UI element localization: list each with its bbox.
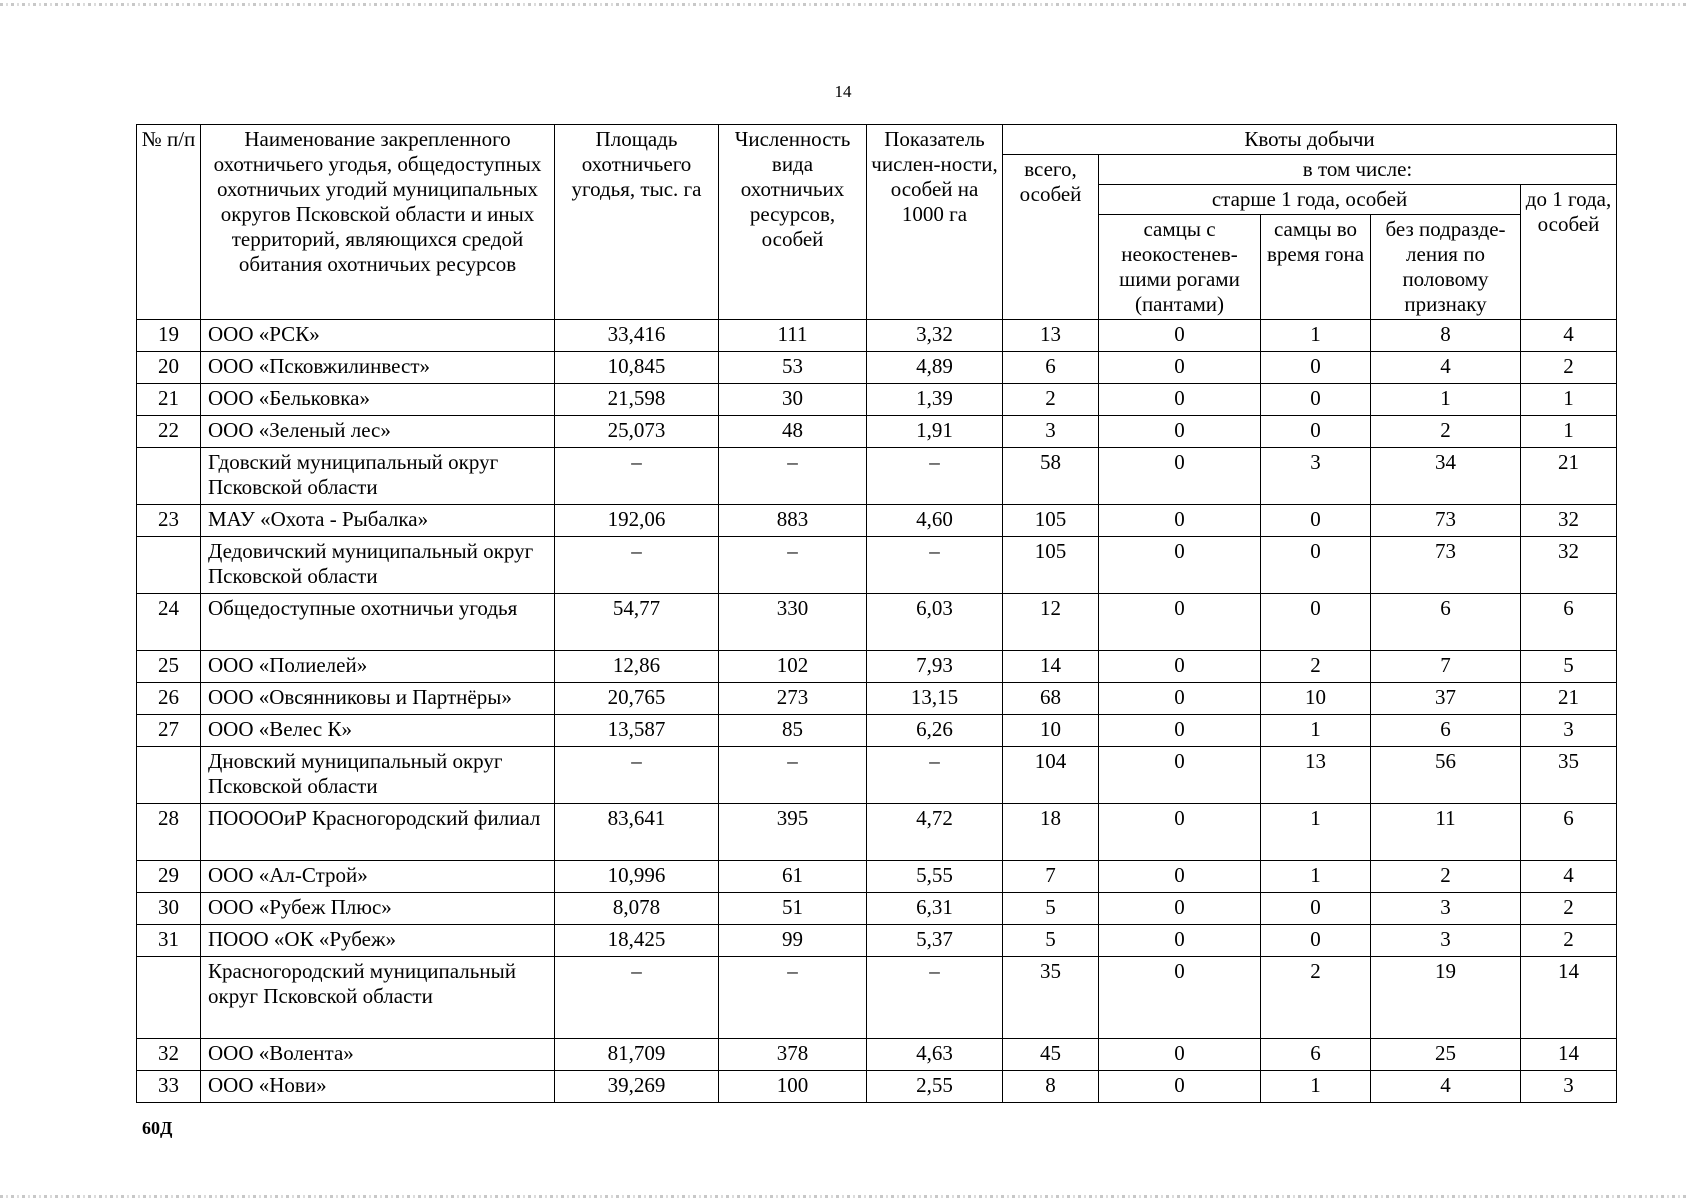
cell-num: 27 <box>137 715 201 747</box>
cell-males-antlers: 0 <box>1099 925 1261 957</box>
cell-area: 33,416 <box>555 320 719 352</box>
cell-no-sex: 19 <box>1371 957 1521 1039</box>
cell-density: 1,91 <box>867 416 1003 448</box>
cell-name: ООО «Велес К» <box>201 715 555 747</box>
cell-males-antlers: 0 <box>1099 352 1261 384</box>
cell-area: 20,765 <box>555 683 719 715</box>
cell-no-sex: 6 <box>1371 594 1521 651</box>
cell-population: – <box>719 747 867 804</box>
table-row <box>137 505 1617 537</box>
cell-population: 100 <box>719 1071 867 1103</box>
header-area: Площадь охотничьего угодья, тыс. га <box>555 125 719 320</box>
cell-num: 20 <box>137 352 201 384</box>
cell-name: Гдовский муниципальный округ Псковской области <box>201 448 555 505</box>
cell-males-antlers: 0 <box>1099 893 1261 925</box>
cell-no-sex: 3 <box>1371 893 1521 925</box>
cell-density: – <box>867 747 1003 804</box>
cell-no-sex: 25 <box>1371 1039 1521 1071</box>
cell-males-rut: 0 <box>1261 925 1371 957</box>
cell-num: 21 <box>137 384 201 416</box>
cell-total: 8 <box>1003 1071 1099 1103</box>
header-total: всего, особей <box>1003 155 1099 320</box>
cell-males-rut: 0 <box>1261 352 1371 384</box>
cell-density: – <box>867 537 1003 594</box>
cell-total: 105 <box>1003 505 1099 537</box>
cell-total: 45 <box>1003 1039 1099 1071</box>
cell-num: 24 <box>137 594 201 651</box>
cell-area: 83,641 <box>555 804 719 861</box>
quota-table <box>136 124 1617 1103</box>
table-row <box>137 1039 1617 1071</box>
header-density: Показатель числен-ности, особей на 1000 га <box>867 125 1003 320</box>
table-row <box>137 352 1617 384</box>
cell-name: Дновский муниципальный округ Псковской области <box>201 747 555 804</box>
table-row <box>137 715 1617 747</box>
cell-name: ООО «Волента» <box>201 1039 555 1071</box>
scan-edge-bottom <box>0 1195 1686 1198</box>
cell-under-one: 2 <box>1521 352 1617 384</box>
cell-under-one: 1 <box>1521 384 1617 416</box>
cell-under-one: 35 <box>1521 747 1617 804</box>
cell-num <box>137 957 201 1039</box>
cell-males-rut: 1 <box>1261 715 1371 747</box>
table-header <box>137 125 1617 320</box>
table-row <box>137 893 1617 925</box>
cell-under-one: 4 <box>1521 320 1617 352</box>
cell-area: – <box>555 537 719 594</box>
cell-density: 13,15 <box>867 683 1003 715</box>
table-row <box>137 537 1617 594</box>
cell-name: ПООООиР Красногородский филиал <box>201 804 555 861</box>
cell-males-antlers: 0 <box>1099 861 1261 893</box>
cell-area: 18,425 <box>555 925 719 957</box>
cell-density: 4,63 <box>867 1039 1003 1071</box>
cell-name: ООО «Овсянниковы и Партнёры» <box>201 683 555 715</box>
cell-num <box>137 747 201 804</box>
table-row <box>137 448 1617 505</box>
header-name: Наименование закрепленного охотничьего угодья, общедоступных охотничьих угодий муниципальных округов Псковской области и иных территорий, являющихся средой обитания охотничьих ресурсов <box>201 125 555 320</box>
cell-name: ПООО «ОК «Рубеж» <box>201 925 555 957</box>
cell-num: 28 <box>137 804 201 861</box>
cell-males-rut: 0 <box>1261 594 1371 651</box>
cell-no-sex: 73 <box>1371 537 1521 594</box>
cell-males-antlers: 0 <box>1099 715 1261 747</box>
cell-density: 3,32 <box>867 320 1003 352</box>
cell-total: 68 <box>1003 683 1099 715</box>
cell-name: Общедоступные охотничьи угодья <box>201 594 555 651</box>
cell-area: 192,06 <box>555 505 719 537</box>
scan-edge-top <box>0 3 1686 6</box>
cell-num: 33 <box>137 1071 201 1103</box>
table-row <box>137 683 1617 715</box>
cell-under-one: 1 <box>1521 416 1617 448</box>
cell-total: 5 <box>1003 925 1099 957</box>
cell-area: – <box>555 448 719 505</box>
cell-num: 22 <box>137 416 201 448</box>
cell-males-rut: 0 <box>1261 893 1371 925</box>
cell-total: 35 <box>1003 957 1099 1039</box>
table-row <box>137 594 1617 651</box>
cell-total: 6 <box>1003 352 1099 384</box>
cell-population: 48 <box>719 416 867 448</box>
cell-population: 111 <box>719 320 867 352</box>
cell-males-rut: 1 <box>1261 1071 1371 1103</box>
cell-density: 6,31 <box>867 893 1003 925</box>
table-row <box>137 747 1617 804</box>
cell-total: 14 <box>1003 651 1099 683</box>
cell-under-one: 21 <box>1521 683 1617 715</box>
header-num: № п/п <box>137 125 201 320</box>
cell-population: 102 <box>719 651 867 683</box>
cell-males-antlers: 0 <box>1099 651 1261 683</box>
cell-males-rut: 10 <box>1261 683 1371 715</box>
cell-under-one: 3 <box>1521 1071 1617 1103</box>
table-row <box>137 416 1617 448</box>
cell-no-sex: 4 <box>1371 1071 1521 1103</box>
cell-no-sex: 3 <box>1371 925 1521 957</box>
cell-num: 32 <box>137 1039 201 1071</box>
cell-males-rut: 1 <box>1261 861 1371 893</box>
cell-num <box>137 448 201 505</box>
header-males-rut: самцы во время гона <box>1261 215 1371 320</box>
cell-males-rut: 3 <box>1261 448 1371 505</box>
cell-population: 378 <box>719 1039 867 1071</box>
cell-num: 19 <box>137 320 201 352</box>
cell-total: 7 <box>1003 861 1099 893</box>
cell-population: 273 <box>719 683 867 715</box>
footer-code: 60Д <box>142 1118 173 1138</box>
cell-population: 30 <box>719 384 867 416</box>
cell-density: 2,55 <box>867 1071 1003 1103</box>
cell-area: 25,073 <box>555 416 719 448</box>
cell-no-sex: 37 <box>1371 683 1521 715</box>
table-row <box>137 925 1617 957</box>
cell-under-one: 2 <box>1521 893 1617 925</box>
cell-area: 8,078 <box>555 893 719 925</box>
cell-num: 26 <box>137 683 201 715</box>
cell-num <box>137 537 201 594</box>
cell-males-rut: 13 <box>1261 747 1371 804</box>
cell-males-rut: 6 <box>1261 1039 1371 1071</box>
cell-no-sex: 6 <box>1371 715 1521 747</box>
cell-density: 6,03 <box>867 594 1003 651</box>
cell-total: 5 <box>1003 893 1099 925</box>
cell-under-one: 6 <box>1521 594 1617 651</box>
cell-males-antlers: 0 <box>1099 384 1261 416</box>
cell-name: ООО «Зеленый лес» <box>201 416 555 448</box>
header-males-antlers: самцы с неокостенев-шими рогами (пантами) <box>1099 215 1261 320</box>
page-number: 14 <box>834 82 852 101</box>
cell-name: ООО «Нови» <box>201 1071 555 1103</box>
cell-density: 7,93 <box>867 651 1003 683</box>
cell-density: 5,55 <box>867 861 1003 893</box>
cell-population: 61 <box>719 861 867 893</box>
cell-no-sex: 4 <box>1371 352 1521 384</box>
cell-name: Красногородский муниципальный округ Псковской области <box>201 957 555 1039</box>
cell-name: ООО «Полиелей» <box>201 651 555 683</box>
cell-density: 4,89 <box>867 352 1003 384</box>
cell-males-antlers: 0 <box>1099 448 1261 505</box>
table-body <box>137 320 1617 1103</box>
cell-density: – <box>867 957 1003 1039</box>
cell-population: 53 <box>719 352 867 384</box>
cell-area: – <box>555 747 719 804</box>
table-row <box>137 957 1617 1039</box>
cell-under-one: 14 <box>1521 1039 1617 1071</box>
header-under-one: до 1 года, особей <box>1521 185 1617 320</box>
cell-density: 6,26 <box>867 715 1003 747</box>
cell-males-antlers: 0 <box>1099 957 1261 1039</box>
cell-population: 330 <box>719 594 867 651</box>
cell-males-rut: 2 <box>1261 957 1371 1039</box>
cell-num: 29 <box>137 861 201 893</box>
cell-males-antlers: 0 <box>1099 804 1261 861</box>
table-row <box>137 804 1617 861</box>
cell-total: 3 <box>1003 416 1099 448</box>
cell-males-rut: 0 <box>1261 505 1371 537</box>
cell-no-sex: 8 <box>1371 320 1521 352</box>
cell-population: 85 <box>719 715 867 747</box>
cell-name: ООО «Бельковка» <box>201 384 555 416</box>
cell-under-one: 32 <box>1521 537 1617 594</box>
cell-population: 883 <box>719 505 867 537</box>
cell-males-rut: 1 <box>1261 804 1371 861</box>
cell-density: 4,72 <box>867 804 1003 861</box>
cell-total: 58 <box>1003 448 1099 505</box>
cell-area: 13,587 <box>555 715 719 747</box>
cell-no-sex: 11 <box>1371 804 1521 861</box>
cell-no-sex: 2 <box>1371 861 1521 893</box>
cell-population: 99 <box>719 925 867 957</box>
cell-total: 105 <box>1003 537 1099 594</box>
cell-no-sex: 56 <box>1371 747 1521 804</box>
cell-area: 10,996 <box>555 861 719 893</box>
cell-males-rut: 2 <box>1261 651 1371 683</box>
cell-males-antlers: 0 <box>1099 416 1261 448</box>
cell-under-one: 32 <box>1521 505 1617 537</box>
cell-under-one: 6 <box>1521 804 1617 861</box>
cell-males-antlers: 0 <box>1099 1071 1261 1103</box>
header-including: в том числе: <box>1099 155 1617 185</box>
cell-under-one: 21 <box>1521 448 1617 505</box>
cell-density: – <box>867 448 1003 505</box>
cell-density: 1,39 <box>867 384 1003 416</box>
cell-density: 5,37 <box>867 925 1003 957</box>
cell-no-sex: 34 <box>1371 448 1521 505</box>
table-row <box>137 1071 1617 1103</box>
table-row <box>137 320 1617 352</box>
cell-area: 12,86 <box>555 651 719 683</box>
cell-name: МАУ «Охота - Рыбалка» <box>201 505 555 537</box>
cell-total: 13 <box>1003 320 1099 352</box>
cell-males-rut: 1 <box>1261 320 1371 352</box>
cell-density: 4,60 <box>867 505 1003 537</box>
cell-name: ООО «Ал-Строй» <box>201 861 555 893</box>
cell-total: 10 <box>1003 715 1099 747</box>
cell-males-antlers: 0 <box>1099 594 1261 651</box>
cell-males-rut: 0 <box>1261 384 1371 416</box>
cell-population: – <box>719 537 867 594</box>
cell-males-antlers: 0 <box>1099 320 1261 352</box>
cell-name: ООО «РСК» <box>201 320 555 352</box>
cell-under-one: 3 <box>1521 715 1617 747</box>
cell-area: – <box>555 957 719 1039</box>
cell-total: 18 <box>1003 804 1099 861</box>
cell-total: 2 <box>1003 384 1099 416</box>
cell-males-antlers: 0 <box>1099 747 1261 804</box>
cell-name: ООО «Рубеж Плюс» <box>201 893 555 925</box>
cell-males-antlers: 0 <box>1099 505 1261 537</box>
cell-area: 39,269 <box>555 1071 719 1103</box>
cell-area: 54,77 <box>555 594 719 651</box>
cell-no-sex: 7 <box>1371 651 1521 683</box>
cell-males-antlers: 0 <box>1099 1039 1261 1071</box>
cell-population: – <box>719 957 867 1039</box>
cell-name: ООО «Псковжилинвест» <box>201 352 555 384</box>
cell-under-one: 5 <box>1521 651 1617 683</box>
cell-num: 31 <box>137 925 201 957</box>
cell-no-sex: 1 <box>1371 384 1521 416</box>
table-row <box>137 384 1617 416</box>
cell-no-sex: 73 <box>1371 505 1521 537</box>
cell-under-one: 4 <box>1521 861 1617 893</box>
header-no-sex-division: без подразде-ления по половому признаку <box>1371 215 1521 320</box>
cell-population: 395 <box>719 804 867 861</box>
cell-population: 51 <box>719 893 867 925</box>
cell-population: – <box>719 448 867 505</box>
cell-area: 10,845 <box>555 352 719 384</box>
cell-males-antlers: 0 <box>1099 683 1261 715</box>
cell-under-one: 14 <box>1521 957 1617 1039</box>
table-row <box>137 861 1617 893</box>
cell-total: 104 <box>1003 747 1099 804</box>
header-quotas: Квоты добычи <box>1003 125 1617 155</box>
cell-under-one: 2 <box>1521 925 1617 957</box>
cell-area: 21,598 <box>555 384 719 416</box>
cell-total: 12 <box>1003 594 1099 651</box>
cell-males-rut: 0 <box>1261 537 1371 594</box>
header-population: Численность вида охотничьих ресурсов, особей <box>719 125 867 320</box>
cell-males-rut: 0 <box>1261 416 1371 448</box>
cell-num: 25 <box>137 651 201 683</box>
cell-name: Дедовичский муниципальный округ Псковской области <box>201 537 555 594</box>
cell-num: 30 <box>137 893 201 925</box>
table-row <box>137 651 1617 683</box>
cell-males-antlers: 0 <box>1099 537 1261 594</box>
cell-no-sex: 2 <box>1371 416 1521 448</box>
cell-area: 81,709 <box>555 1039 719 1071</box>
header-older: старше 1 года, особей <box>1099 185 1521 215</box>
cell-num: 23 <box>137 505 201 537</box>
